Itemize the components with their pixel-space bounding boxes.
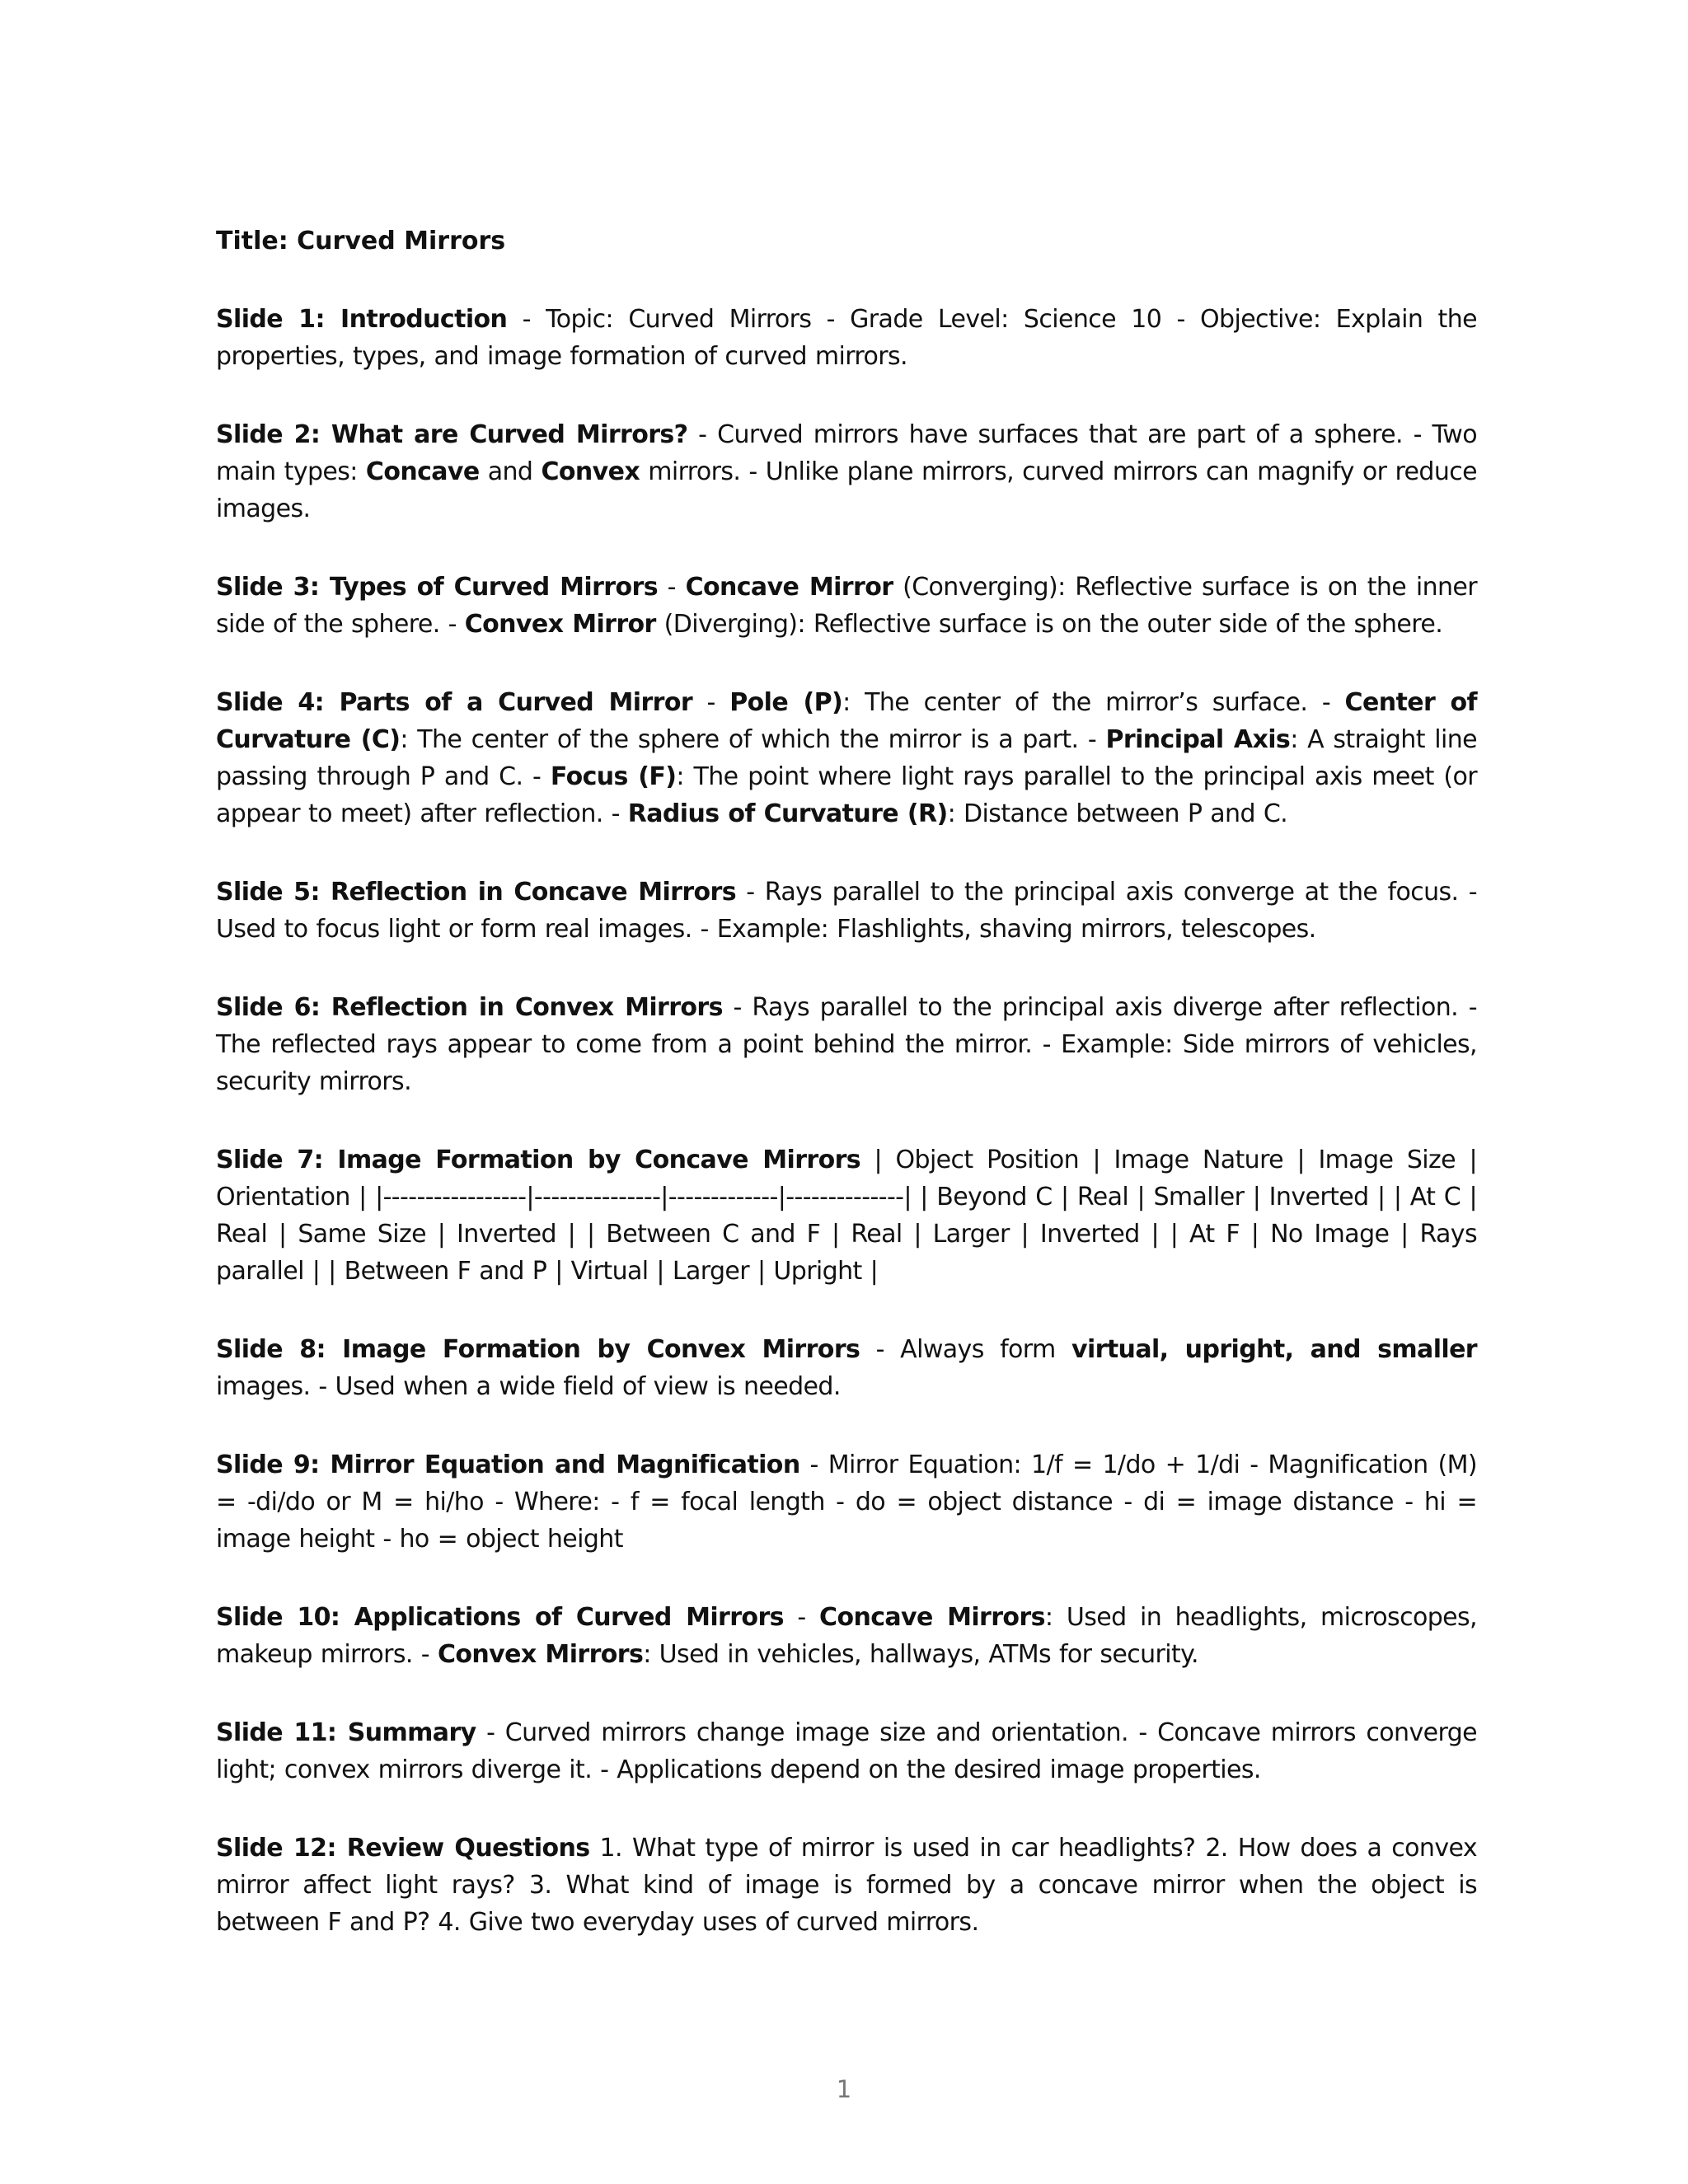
bold-text-run: Center of Curvature (C) xyxy=(216,688,1478,754)
slide-3-paragraph xyxy=(216,569,1477,643)
bold-text-run: Slide 12: Review Questions xyxy=(216,1834,590,1863)
bold-text-run: Principal Axis xyxy=(1105,725,1291,754)
text-run: : Distance between P and C. xyxy=(947,799,1288,828)
text-run: and xyxy=(479,457,542,486)
slide-10-paragraph xyxy=(216,1599,1477,1673)
bold-text-run: Slide 8: Image Formation by Convex Mirrors xyxy=(216,1335,860,1364)
bold-text-run: Convex Mirrors xyxy=(437,1640,644,1669)
text-run: - Rays parallel to the principal axis converge at the focus. - Used to focus light or form real images. - Example: Flashlights, shaving mirrors, telescopes. xyxy=(216,878,1477,944)
bold-text-run: Focus (F) xyxy=(550,762,677,791)
bold-text-run: Slide 4: Parts of a Curved Mirror xyxy=(216,688,693,717)
text-run: - xyxy=(657,573,686,602)
bold-text-run: Slide 3: Types of Curved Mirrors xyxy=(216,573,658,602)
bold-text-run: Convex Mirror xyxy=(464,610,656,639)
text-run: - Mirror Equation: 1/f = 1/do + 1/di - Magnification (M) = -di/do or M = hi/ho - Where: - f = focal length - do = object distance - di = image distance - hi = image height - ho = object height xyxy=(216,1451,1477,1554)
slide-12-paragraph xyxy=(216,1830,1477,1941)
text-run: images. - Used when a wide field of view is needed. xyxy=(216,1372,841,1401)
bold-text-run: Concave xyxy=(365,457,480,486)
text-run: - Curved mirrors change image size and orientation. - Concave mirrors converge light; convex mirrors diverge it. - Applications depend on the desired image properties. xyxy=(216,1718,1477,1784)
text-run: - xyxy=(783,1603,820,1632)
document-body xyxy=(216,223,1477,1982)
text-run: : Used in vehicles, hallways, ATMs for security. xyxy=(643,1640,1198,1669)
bold-text-run: Concave Mirrors xyxy=(819,1603,1045,1632)
slide-9-paragraph xyxy=(216,1446,1477,1558)
bold-text-run: Slide 5: Reflection in Concave Mirrors xyxy=(216,878,737,907)
bold-text-run: Convex xyxy=(541,457,640,486)
bold-text-run: Slide 6: Reflection in Convex Mirrors xyxy=(216,993,723,1022)
text-run: : A straight line passing through P and C. - xyxy=(216,725,1477,791)
bold-text-run: Slide 10: Applications of Curved Mirrors xyxy=(216,1603,784,1632)
document-title: Title: Curved Mirrors xyxy=(216,227,506,255)
text-run: : The point where light rays parallel to the principal axis meet (or appear to meet) after reflection. - xyxy=(216,762,1477,828)
bold-text-run: Slide 1: Introduction xyxy=(216,305,508,334)
text-run: - Topic: Curved Mirrors - Grade Level: Science 10 - Objective: Explain the properties, types, and image formation of curved mirrors. xyxy=(216,305,1477,371)
bold-text-run: Radius of Curvature (R) xyxy=(627,799,948,828)
text-run: - Always form xyxy=(860,1335,1071,1364)
text-run: : The center of the mirror’s surface. - xyxy=(842,688,1345,717)
slide-1-paragraph xyxy=(216,301,1477,375)
text-run: : Used in headlights, microscopes, makeup mirrors. - xyxy=(216,1603,1477,1669)
bold-text-run: Slide 2: What are Curved Mirrors? xyxy=(216,420,688,449)
text-run: (Diverging): Reflective surface is on the outer side of the sphere. xyxy=(655,610,1443,639)
bold-text-run: Slide 9: Mirror Equation and Magnification xyxy=(216,1451,800,1479)
page-number: 1 xyxy=(836,2075,852,2103)
text-run: | Object Position | Image Nature | Image Size | Orientation | |-----------------|---------------|-------------|--------------| | Beyond C | Real | Smaller | Inverted | | At C | Real | Same Size | Inverted | | Between C and F | Real | Larger | Inverted | | At F | No Image | Rays parallel | | Between F and P | Virtual | Larger | Upright | xyxy=(216,1146,1477,1286)
text-run: mirrors. - Unlike plane mirrors, curved mirrors can magnify or reduce images. xyxy=(216,457,1477,523)
slide-6-paragraph xyxy=(216,989,1477,1100)
bold-text-run: virtual, upright, and smaller xyxy=(1071,1335,1478,1364)
bold-text-run: Concave Mirror xyxy=(685,573,893,602)
text-run: 1. What type of mirror is used in car headlights? 2. How does a convex mirror affect light rays? 3. What kind of image is formed by a concave mirror when the object is between F and P? 4. Give two everyday uses of curved mirrors. xyxy=(216,1834,1477,1937)
slide-5-paragraph xyxy=(216,874,1477,948)
text-run: (Converging): Reflective surface is on the inner side of the sphere. - xyxy=(216,573,1477,639)
slide-2-paragraph xyxy=(216,416,1477,527)
bold-text-run: Pole (P) xyxy=(729,688,843,717)
bold-text-run: Slide 11: Summary xyxy=(216,1718,476,1747)
text-run: - Rays parallel to the principal axis diverge after reflection. - The reflected rays appear to come from a point behind the mirror. - Example: Side mirrors of vehicles, security mirrors. xyxy=(216,993,1477,1096)
slide-8-paragraph xyxy=(216,1331,1477,1405)
bold-text-run: Slide 7: Image Formation by Concave Mirrors xyxy=(216,1146,861,1174)
slide-7-paragraph xyxy=(216,1141,1477,1290)
text-run: - xyxy=(692,688,730,717)
slide-4-paragraph xyxy=(216,684,1477,832)
text-run: - Curved mirrors have surfaces that are part of a sphere. - Two main types: xyxy=(216,420,1477,486)
slide-11-paragraph xyxy=(216,1714,1477,1788)
text-run: : The center of the sphere of which the mirror is a part. - xyxy=(400,725,1106,754)
